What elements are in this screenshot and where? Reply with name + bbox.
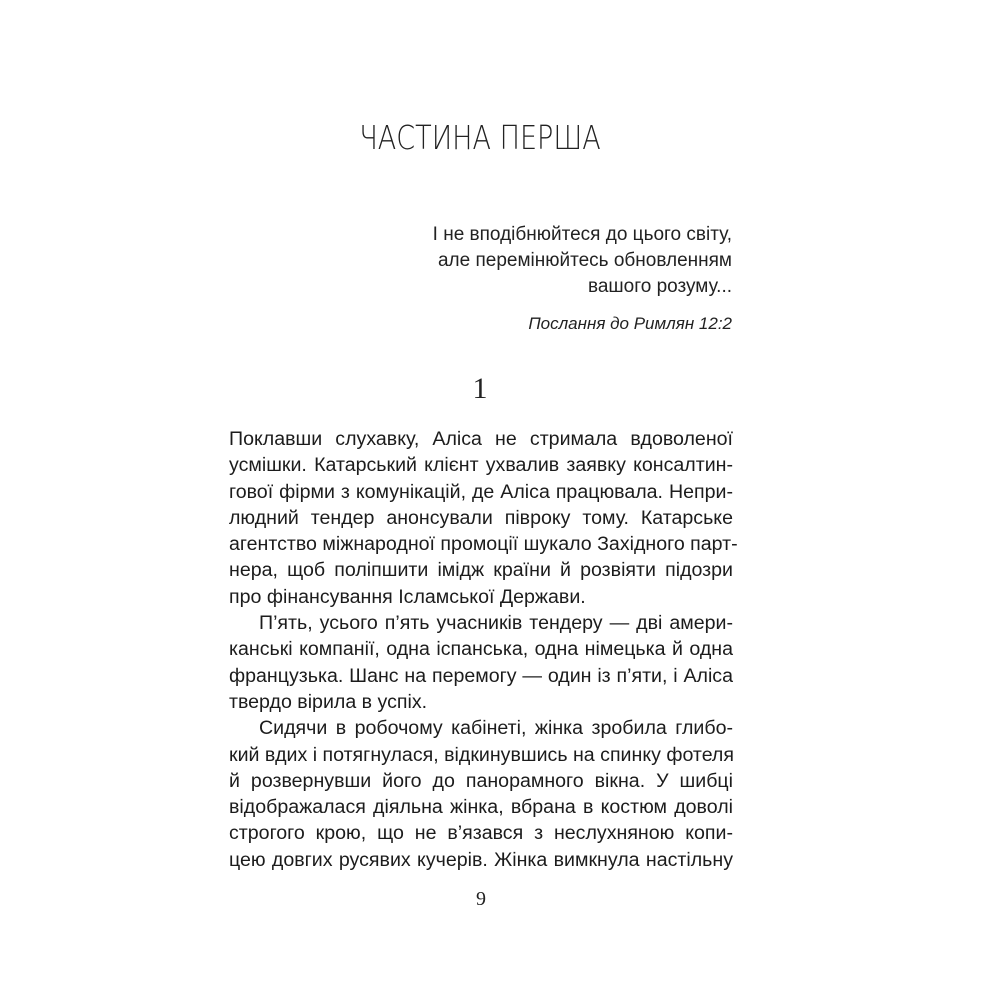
part-title: ЧАСТИНА ПЕРША xyxy=(359,118,601,157)
text-line: гової фірми з комунікацій, де Аліса працювала. Непри- xyxy=(229,480,733,503)
text-line: кий вдих і потягнулася, відкинувшись на спинку фотеля xyxy=(229,743,734,766)
text-line: про фінансування Ісламської Держави. xyxy=(229,585,586,608)
text-line: усмішки. Катарський клієнт ухвалив заявку консалтин- xyxy=(229,454,733,477)
text-line: цею довгих русявих кучерів. Жінка вимкнула настільну xyxy=(229,848,733,871)
text-line: відображалася діяльна жінка, вбрана в костюм доволі xyxy=(229,796,733,819)
text-line: нера, щоб поліпшити імідж країни й розвіяти підозри xyxy=(229,559,733,582)
page-number: 9 xyxy=(476,888,486,910)
epigraph-line: але перемінюйтесь обновленням xyxy=(437,250,732,271)
text-line: Поклавши слухавку, Аліса не стримала вдоволеної xyxy=(229,428,733,450)
text-line: людний тендер анонсували півроку тому. Катарське xyxy=(229,506,733,529)
text-line: канські компанії, одна іспанська, одна німецька й одна xyxy=(229,638,733,661)
text-line: Сидячи в робочому кабінеті, жінка зробила глибо- xyxy=(259,717,733,740)
text-line: й розвернувши його до панорамного вікна. У шибці xyxy=(229,769,733,792)
epigraph-line: І не вподібнюйтеся до цього світу, xyxy=(432,224,732,245)
body-text xyxy=(229,426,738,873)
epigraph-source: Послання до Римлян 12:2 xyxy=(528,314,732,333)
epigraph xyxy=(392,222,732,337)
text-line: агентство міжнародної промоції шукало Західного парт- xyxy=(229,533,738,556)
chapter-number: 1 xyxy=(472,372,488,405)
text-line: твердо вірила в успіх. xyxy=(229,690,428,713)
text-line: строгого крою, що не в’язався з неслухняною копи- xyxy=(229,822,733,845)
text-line: П’ять, усього п’ять учасників тендеру — дві амери- xyxy=(259,612,733,635)
epigraph-line: вашого розуму... xyxy=(587,276,732,297)
text-line: французька. Шанс на перемогу — один із п’яти, і Аліса xyxy=(229,664,733,687)
